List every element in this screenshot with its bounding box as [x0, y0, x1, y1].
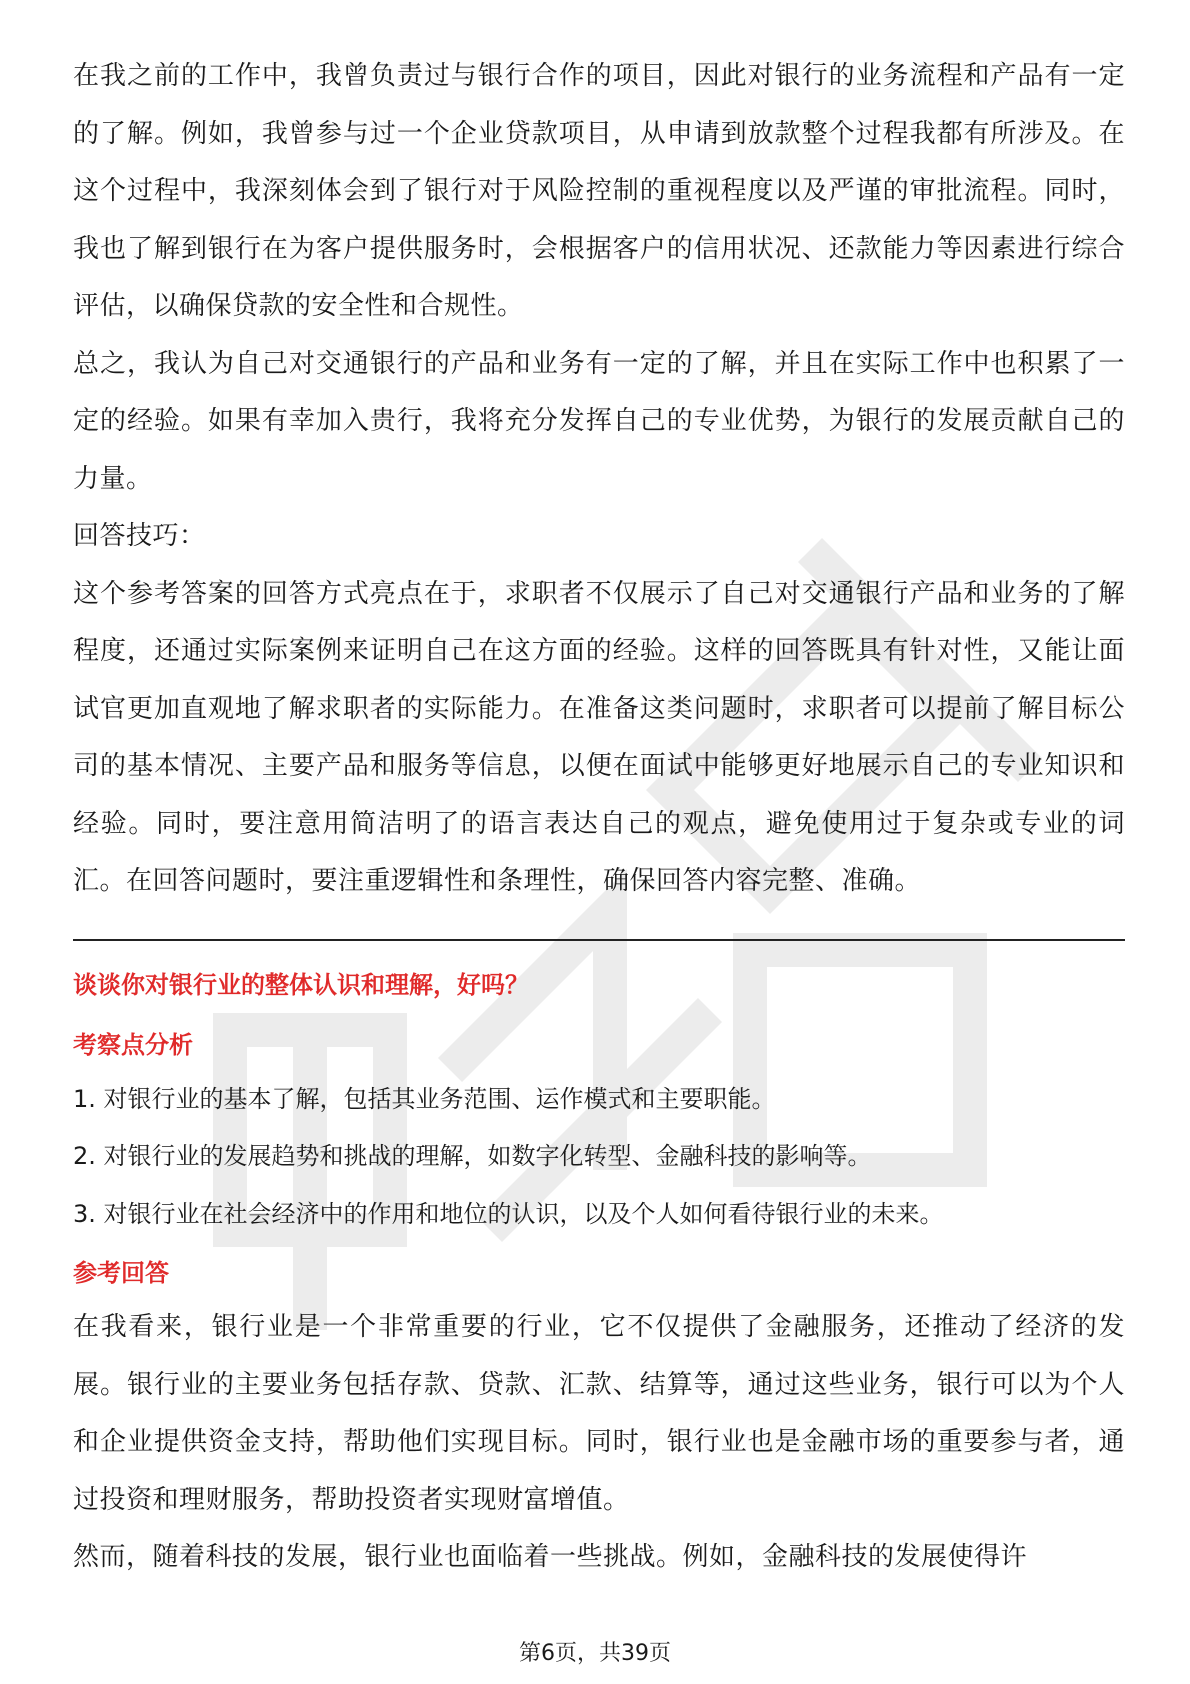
- analysis-heading: 考察点分析: [73, 1030, 193, 1059]
- analysis-point-1: 1. 对银行业的基本了解，包括其业务范围、运作模式和主要职能。: [73, 1084, 776, 1113]
- section-divider: [73, 939, 1125, 941]
- tips-label: 回答技巧：: [73, 521, 206, 551]
- tips-text: 这个参考答案的回答方式亮点在于，求职者不仅展示了自己对交通银行产品和业务的了解程度，还通过实际案例来证明自己在这方面的经验。这样的回答既具有针对性，又能让面试官更加直观地了解求职者的实际能力。在准备这类问题时，求职者可以提前了解目标公司的基本情况、主要产品和服务等信息，以便在面试中能够更好地展示自己的专业知识和经验。同时，要注意用简洁明了的语言表达自己的观点，避免使用过于复杂或专业的词汇。在回答问题时，要注重逻辑性和条理性，确保回答内容完整、准确。: [73, 578, 1125, 896]
- question-title: 谈谈你对银行业的整体认识和理解，好吗？: [73, 970, 529, 999]
- reference-paragraph-1: 在我看来，银行业是一个非常重要的行业，它不仅提供了金融服务，还推动了经济的发展。银行业的主要业务包括存款、贷款、汇款、结算等，通过这些业务，银行可以为个人和企业提供资金支持，帮助他们实现目标。同时，银行业也是金融市场的重要参与者，通过投资和理财服务，帮助投资者实现财富增值。: [73, 1312, 1125, 1515]
- document-page: [73, 48, 1125, 1587]
- prior-answer-paragraph-2: 总之，我认为自己对交通银行的产品和业务有一定的了解，并且在实际工作中也积累了一定的经验。如果有幸加入贵行，我将充分发挥自己的专业优势，为银行的发展贡献自己的力量。: [73, 348, 1125, 494]
- analysis-point-2: 2. 对银行业的发展趋势和挑战的理解，如数字化转型、金融科技的影响等。: [73, 1142, 872, 1170]
- prior-answer-paragraph-1: 在我之前的工作中，我曾负责过与银行合作的项目，因此对银行的业务流程和产品有一定的了解。例如，我曾参与过一个企业贷款项目，从申请到放款整个过程我都有所涉及。在这个过程中，我深刻体会到了银行对于风险控制的重视程度以及严谨的审批流程。同时，我也了解到银行在为客户提供服务时，会根据客户的信用状况、还款能力等因素进行综合评估，以确保贷款的安全性和合规性。: [73, 61, 1125, 321]
- analysis-point-3: 3. 对银行业在社会经济中的作用和地位的认识，以及个人如何看待银行业的未来。: [73, 1199, 944, 1228]
- reference-heading: 参考回答: [73, 1259, 169, 1287]
- reference-paragraph-2: 然而，随着科技的发展，银行业也面临着一些挑战。例如，金融科技的发展使得许: [73, 1542, 1028, 1572]
- page-number-footer: 第6页，共39页: [519, 1641, 671, 1666]
